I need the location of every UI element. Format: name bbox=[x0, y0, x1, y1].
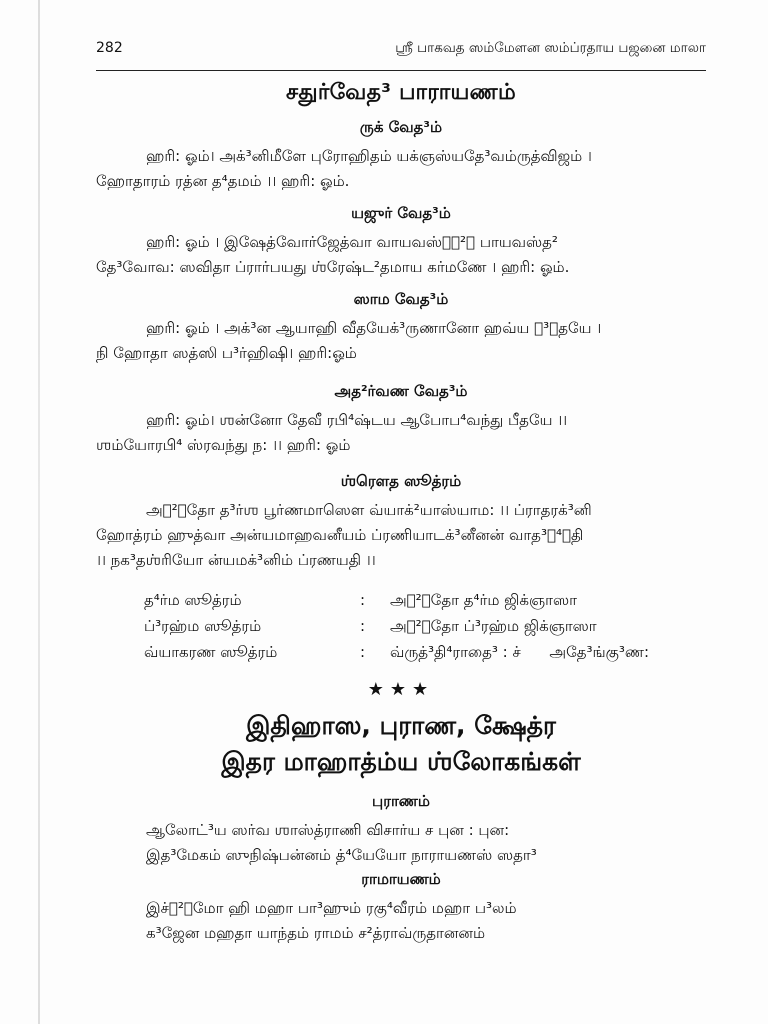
verse-line: ஹரி: ஓம் । இஷேத்வோர்ஜேத்வா வாயவஸ்தே²ா பாயவஸ்த² bbox=[146, 233, 558, 251]
page-content bbox=[96, 74, 706, 946]
sutra-colon: : bbox=[360, 591, 366, 609]
verse-line: ஹோதாரம் ரத்ன த⁴தமம் ।। ஹரி: ஓம். bbox=[96, 172, 350, 190]
section-title: ராமாயணம் bbox=[361, 870, 441, 888]
verse-line: ஹரி: ஓம் । அக்³ன ஆயாஹி வீதயேக்³ருணானோ ஹவ்ய த³ாதயே । bbox=[146, 319, 602, 337]
sutra-row bbox=[144, 639, 706, 665]
section-ramayana bbox=[96, 870, 706, 946]
section-title: அத²ர்வண வேத³ம் bbox=[334, 382, 468, 400]
verse-line: அத²ாதோ த³ர்ஶ பூர்ணமாஸௌ வ்யாக்²யாஸ்யாம: ।। ப்ராதரக்³னி bbox=[146, 501, 592, 519]
sutra-name: வ்யாகரண ஸூத்ரம் bbox=[144, 643, 278, 661]
verse-line: இத³மேகம் ஸுநிஷ்பன்னம் த்⁴யேயோ நாராயணஸ் ஸதா³ bbox=[146, 846, 537, 864]
page-header bbox=[96, 38, 706, 71]
sutra-text: அத²ாதோ ப்³ரஹ்ம ஜிக்ஞாஸா bbox=[390, 617, 597, 635]
section-yajur-veda bbox=[96, 204, 706, 280]
verse bbox=[96, 230, 706, 280]
section-sama-veda bbox=[96, 290, 706, 366]
sutra-name: ப்³ரஹ்ம ஸூத்ரம் bbox=[144, 617, 262, 635]
verse bbox=[96, 498, 706, 573]
main-title: சதுர்வேத³ பாராயணம் bbox=[286, 80, 516, 105]
verse-line: நி ஹோதா ஸத்ஸி ப³ர்ஹிஷி। ஹரி:ஓம் bbox=[96, 344, 357, 362]
section-atharva-veda bbox=[96, 382, 706, 458]
section-title: ஸாம வேத³ம் bbox=[353, 290, 449, 308]
sutra-colon: : bbox=[360, 643, 366, 661]
section-title: புராணம் bbox=[372, 792, 430, 810]
verse-line: ஹரி: ஓம்। அக்³னிமீளே புரோஹிதம் யக்ஞஸ்யதே³வம்ருத்விஜம் । bbox=[146, 147, 592, 165]
section-rig-veda bbox=[96, 118, 706, 194]
section-title: ஶ்ரௌத ஸூத்ரம் bbox=[340, 472, 462, 490]
sutra-colon: : bbox=[360, 617, 366, 635]
verse-line: ஹோத்ரம் ஹுத்வா அன்யமாஹவனீயம் ப்ரணியாடக்³னீனன் வாத³த⁴ாதி bbox=[96, 526, 584, 544]
verse bbox=[96, 144, 706, 194]
running-title: ஸ்ரீ பாகவத ஸம்மேளன ஸம்ப்ரதாய பஜனை மாலா bbox=[395, 40, 706, 56]
verse-line: ஆலோட்³ய ஸர்வ ஶாஸ்த்ராணி விசார்ய ச புன : புன: bbox=[146, 821, 510, 839]
verse-line: ஶம்யோரபி⁴ ஸ்ரவந்து ந: ।। ஹரி: ஓம் bbox=[96, 436, 351, 454]
section-title: யஜுர் வேத³ம் bbox=[351, 204, 451, 222]
verse bbox=[96, 408, 706, 458]
verse-line: ஹரி: ஓம்। ஶன்னோ தேவீ ரபி⁴ஷ்டய ஆபோப⁴வந்து பீதயே ।। bbox=[146, 411, 568, 429]
verse-line: க³ஜேன மஹதா யாந்தம் ராமம் ச²த்ராவ்ருதானனம் bbox=[146, 924, 486, 942]
star-divider-icon: ★★★ bbox=[367, 679, 435, 700]
verse-line: ।। நக³தஶ்ரியோ ன்யமக்³னிம் ப்ரணயதி ।। bbox=[96, 551, 376, 569]
sutra-name: த⁴ர்ம ஸூத்ரம் bbox=[144, 591, 242, 609]
sutra-row bbox=[144, 613, 706, 639]
chapter-title-line: இதர மாஹாத்ம்ய ஶ்லோகங்கள் bbox=[221, 747, 581, 776]
sutra-text: வ்ருத்³தி⁴ராதை³ : ச் அதே³ங்கு³ண: bbox=[390, 643, 650, 661]
sutra-text: அத²ாதோ த⁴ர்ம ஜிக்ஞாஸா bbox=[390, 591, 577, 609]
section-purana bbox=[96, 792, 706, 868]
chapter-title-line: இதிஹாஸ, புராண, க்ஷேத்ர bbox=[246, 711, 556, 740]
verse bbox=[96, 316, 706, 366]
sutra-row bbox=[144, 587, 706, 613]
section-title: ருக் வேத³ம் bbox=[359, 118, 443, 136]
page-number: 282 bbox=[96, 40, 123, 56]
verse-line: இச்ச²ாமோ ஹி மஹா பா³ஹும் ரகு⁴வீரம் மஹா ப³லம் bbox=[146, 899, 517, 917]
verse bbox=[96, 818, 706, 868]
verse-line: தே³வோவ: ஸவிதா ப்ரார்பயது ஶ்ரேஷ்ட²தமாய கர்மணே । ஹரி: ஓம். bbox=[96, 258, 570, 276]
verse bbox=[96, 896, 706, 946]
page-edge-shadow bbox=[38, 0, 40, 1024]
sutra-table bbox=[144, 587, 706, 665]
section-shrauta-sutra bbox=[96, 472, 706, 573]
chapter-title bbox=[96, 708, 706, 780]
